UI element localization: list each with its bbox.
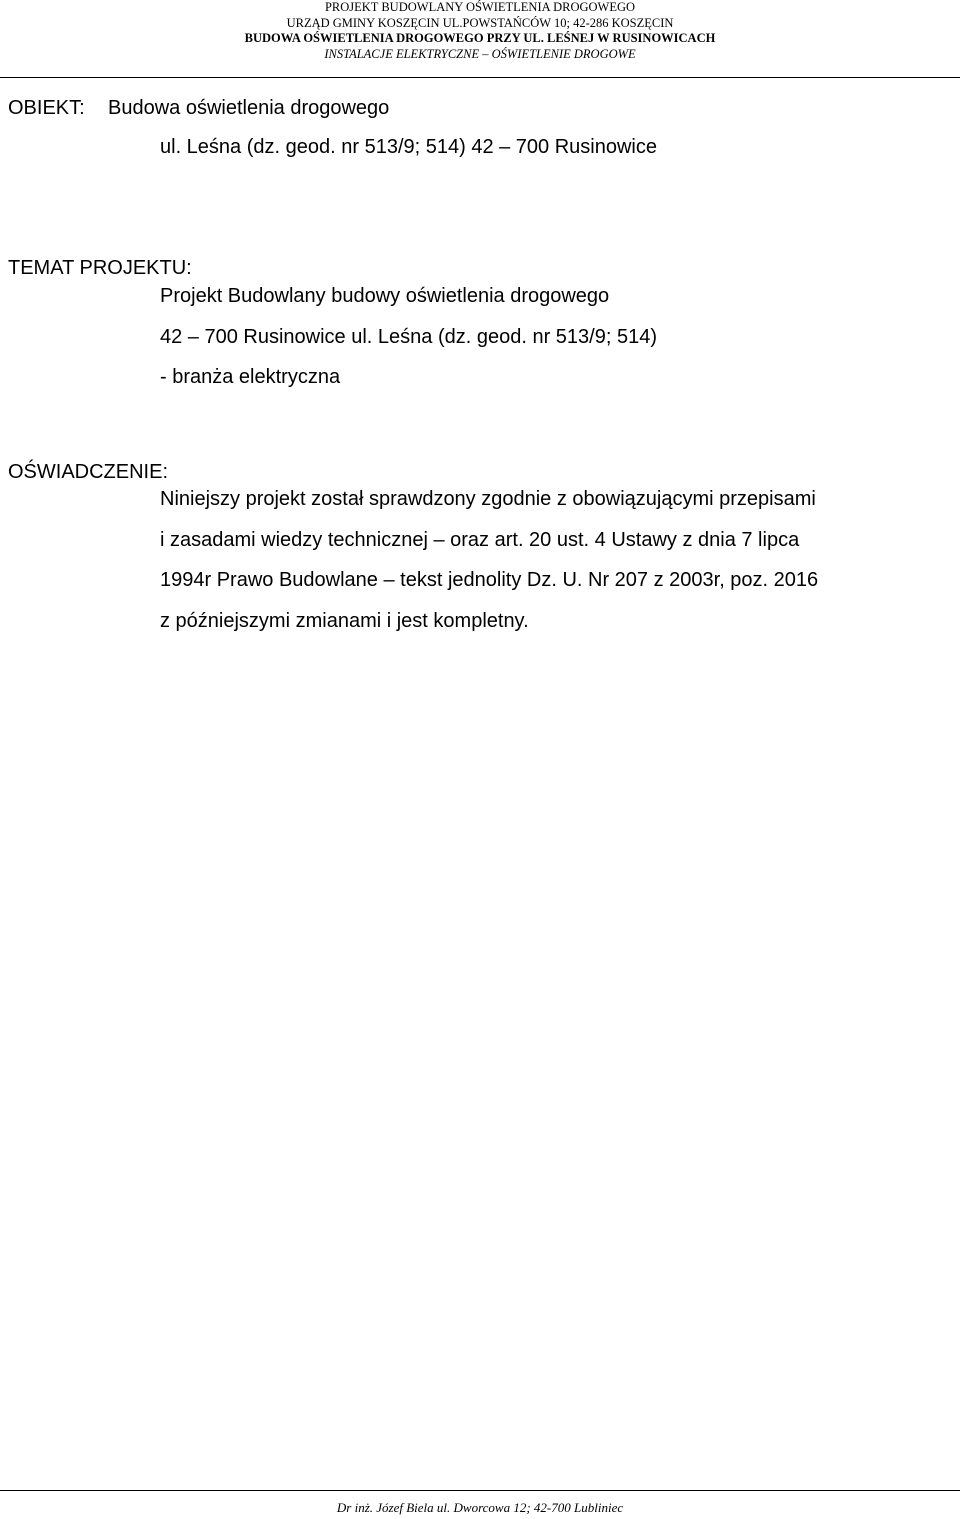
header-line-1: PROJEKT BUDOWLANY OŚWIETLENIA DROGOWEGO (324, 0, 636, 14)
temat-label: TEMAT PROJEKTU: (8, 257, 192, 279)
oswiadczenie-line-4: z późniejszymi zmianami i jest kompletny. (160, 610, 529, 632)
temat-line-1: Projekt Budowlany budowy oświetlenia drogowego (160, 285, 610, 307)
temat-line-3: - branża elektryczna (160, 366, 341, 388)
oswiadczenie-label: OŚWIADCZENIE: (8, 461, 169, 483)
header-divider (0, 77, 960, 78)
obiekt-line-2: ul. Leśna (dz. geod. nr 513/9; 514) 42 – 700 Rusinowice (160, 136, 657, 158)
footer-divider (0, 1490, 960, 1491)
obiekt-label: OBIEKT: (8, 97, 85, 119)
header-line-4: INSTALACJE ELEKTRYCZNE – OŚWIETLENIE DROGOWE (324, 46, 636, 61)
header-line-3: BUDOWA OŚWIETLENIA DROGOWEGO PRZY UL. LEŚNEJ W RUSINOWICACH (244, 31, 716, 45)
oswiadczenie-line-2: i zasadami wiedzy technicznej – oraz art. 20 ust. 4 Ustawy z dnia 7 lipca (160, 529, 800, 551)
page-footer: Dr inż. Józef Biela ul. Dworcowa 12; 42-700 Lubliniec (336, 1500, 624, 1515)
page-header (0, 0, 960, 62)
obiekt-line-1: Budowa oświetlenia drogowego (108, 97, 390, 119)
oswiadczenie-line-1: Niniejszy projekt został sprawdzony zgodnie z obowiązującymi przepisami (160, 488, 816, 510)
temat-line-2: 42 – 700 Rusinowice ul. Leśna (dz. geod. nr 513/9; 514) (160, 326, 657, 348)
header-line-2: URZĄD GMINY KOSZĘCIN UL.POWSTAŃCÓW 10; 42-286 KOSZĘCIN (286, 15, 674, 30)
oswiadczenie-line-3: 1994r Prawo Budowlane – tekst jednolity Dz. U. Nr 207 z 2003r, poz. 2016 (160, 569, 819, 591)
